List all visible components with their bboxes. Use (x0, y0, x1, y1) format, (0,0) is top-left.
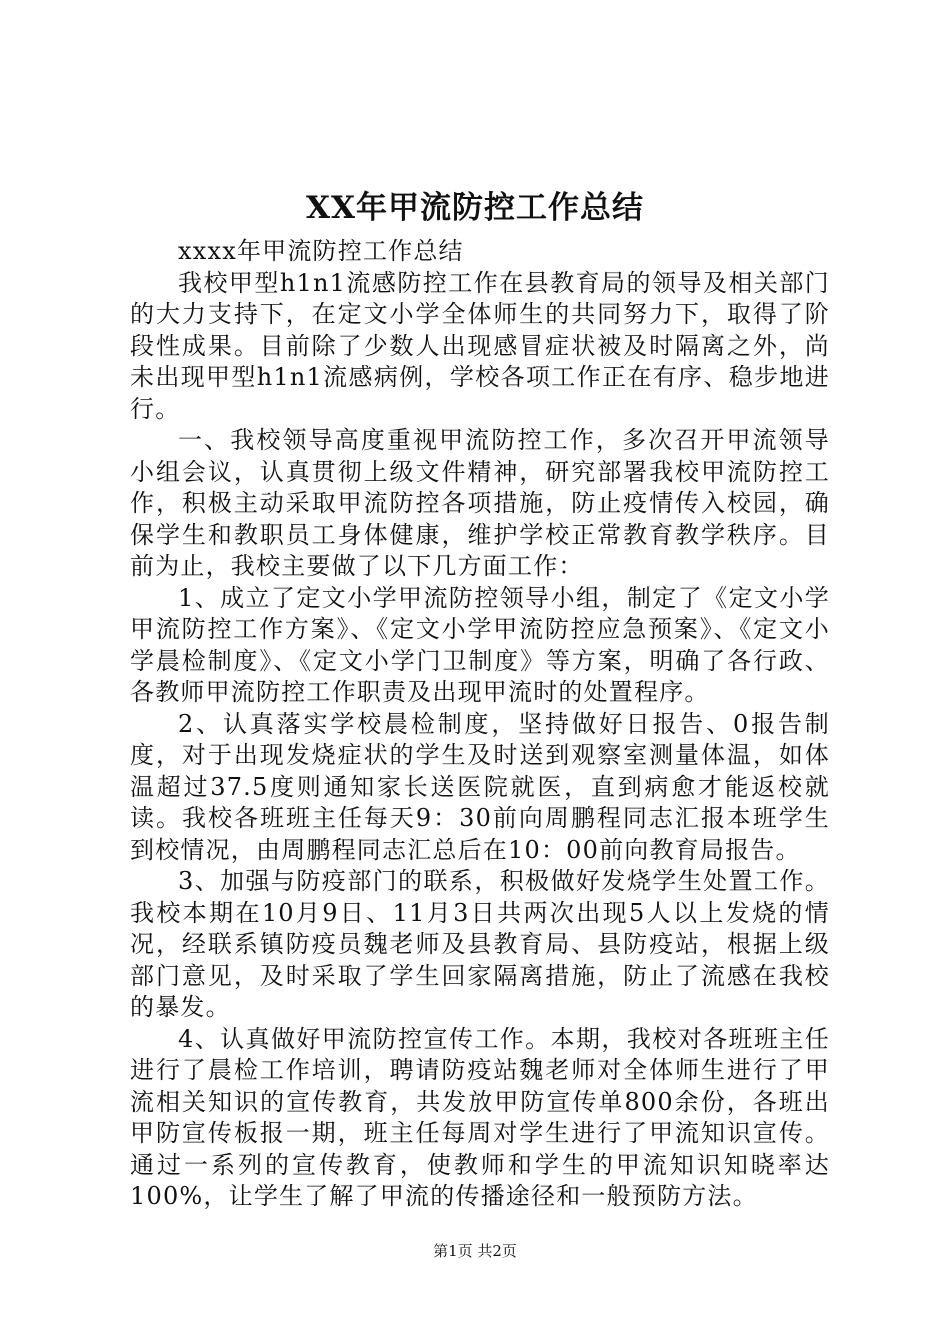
subtitle-paragraph: xxxx年甲流防控工作总结 (178, 237, 464, 265)
page-footer: 第1页 共2页 (433, 1242, 517, 1260)
intro-paragraph: 我校甲型h1n1流感防控工作在县教育局的领导及相关部门的大力支持下，在定文小学全体师生的共同努力下，取得了阶段性成果。目前除了少数人出现感冒症状被及时隔离之外，尚未出现甲型h1n1流感病例，学校各项工作正在有序、稳步地进行。 (130, 268, 830, 423)
item-four-paragraph: 4、认真做好甲流防控宣传工作。本期，我校对各班班主任进行了晨检工作培训，聘请防疫站魏老师对全体师生进行了甲流相关知识的宣传教育，共发放甲防宣传单800余份，各班出甲防宣传板报一期，班主任每周对学生进行了甲流知识宣传。通过一系列的宣传教育，使教师和学生的甲流知识知晓率达100%，让学生了解了甲流的传播途径和一般预防方法。 (130, 1024, 830, 1210)
item-one-paragraph: 1、成立了定文小学甲流防控领导小组，制定了《定文小学甲流防控工作方案》、《定文小学甲流防控应急预案》、《定文小学晨检制度》、《定文小学门卫制度》等方案，明确了各行政、各教师甲流防控工作职责及出现甲流时的处置程序。 (130, 583, 830, 706)
document-body (130, 236, 830, 1213)
document-title: XX年甲流防控工作总结 (305, 190, 645, 226)
section-one-paragraph: 一、我校领导高度重视甲流防控工作，多次召开甲流领导小组会议，认真贯彻上级文件精神，研究部署我校甲流防控工作，积极主动采取甲流防控各项措施，防止疫情传入校园，确保学生和教职员工身体健康，维护学校正常教育教学秩序。目前为止，我校主要做了以下几方面工作： (130, 426, 830, 580)
item-three-paragraph: 3、加强与防疫部门的联系，积极做好发烧学生处置工作。我校本期在10月9日、11月3日共两次出现5人以上发烧的情况，经联系镇防疫员魏老师及县教育局、县防疫站，根据上级部门意见，及时采取了学生回家隔离措施，防止了流感在我校的暴发。 (130, 867, 830, 1021)
item-two-paragraph: 2、认真落实学校晨检制度，坚持做好日报告、0报告制度，对于出现发烧症状的学生及时送到观察室测量体温，如体温超过37.5度则通知家长送医院就医，直到病愈才能返校就读。我校各班班主任每天9：30前向周鹏程同志汇报本班学生到校情况，由周鹏程同志汇总后在10：00前向教育局报告。 (130, 709, 830, 864)
